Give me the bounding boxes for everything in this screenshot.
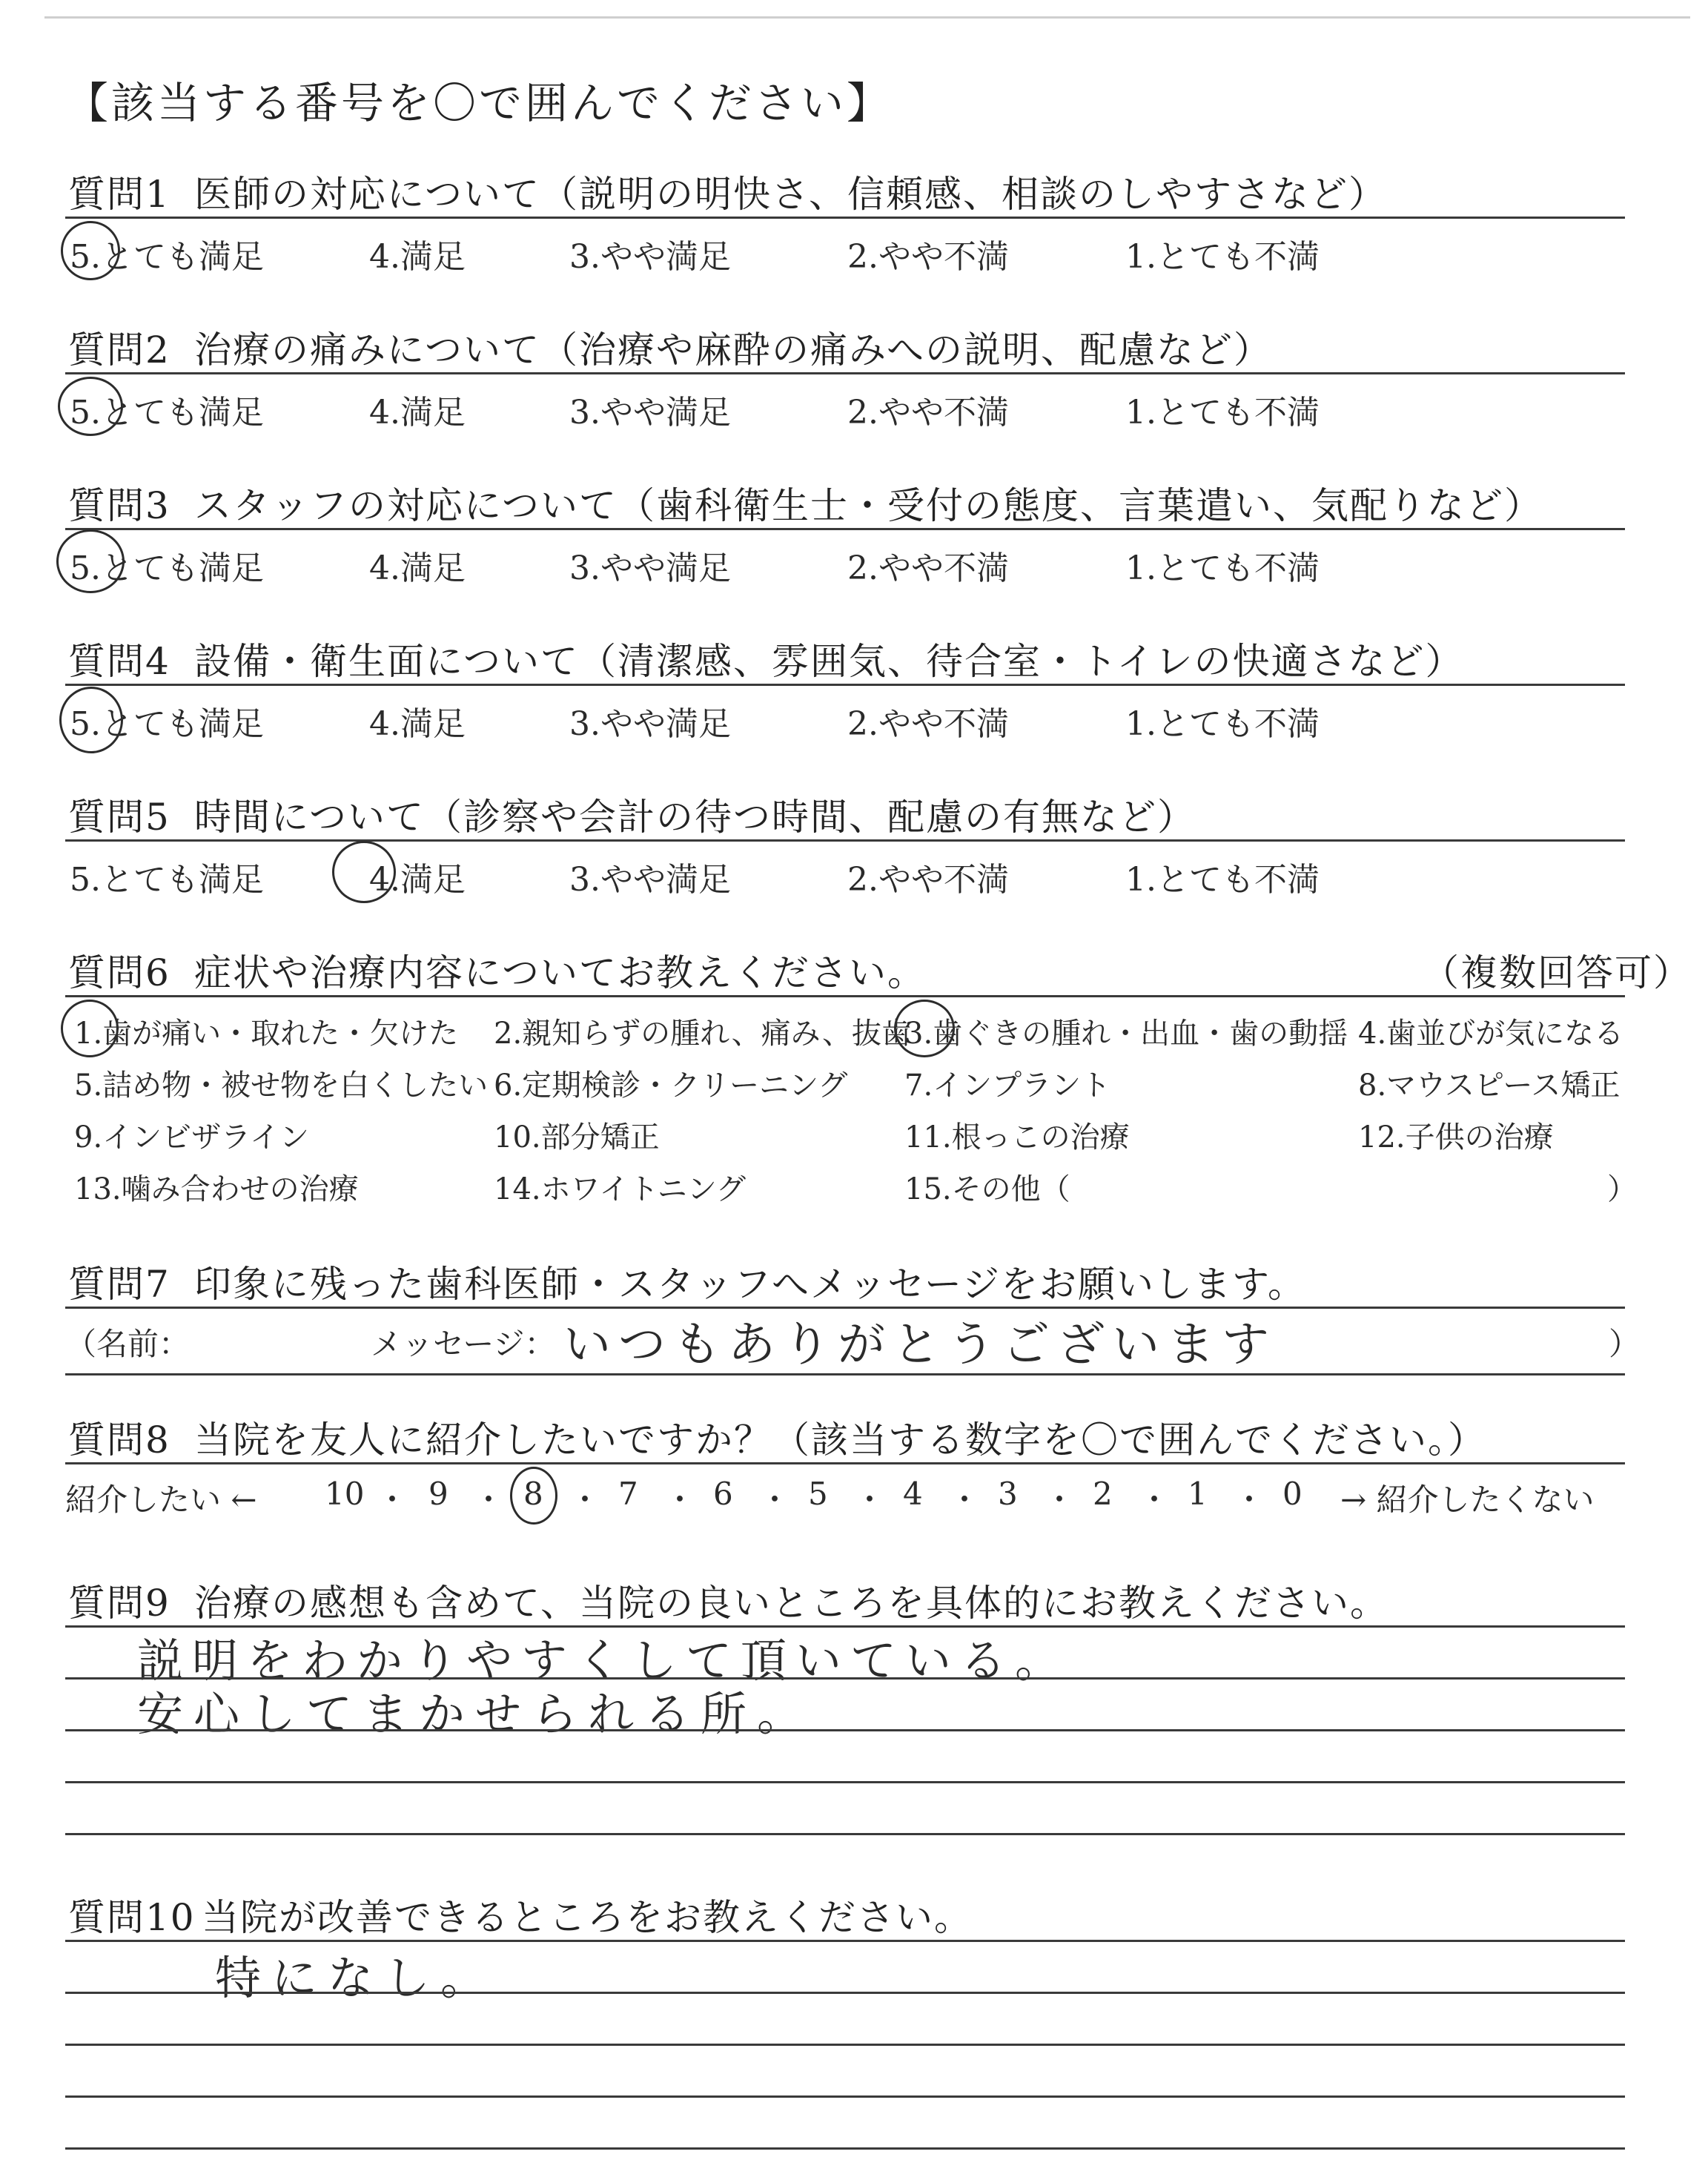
question-number: 質問1	[68, 173, 171, 216]
circled-mark	[59, 687, 123, 753]
rating-options-q2	[65, 386, 1625, 432]
question-rule	[65, 1462, 1625, 1464]
circled-mark	[61, 1000, 119, 1057]
option-5[interactable]: 5.とても満足	[70, 861, 264, 899]
symptom-option[interactable]: 10.部分矯正	[494, 1120, 660, 1155]
question-text: 印象に残った歯科医師・スタッフへメッセージをお願いします。	[194, 1263, 1306, 1306]
handwritten-message[interactable]: いつもありがとうございます	[563, 1318, 1277, 1373]
circled-mark	[58, 377, 123, 436]
question-number: 質問3	[68, 484, 171, 527]
option-3[interactable]: 3.やや満足	[569, 238, 731, 276]
question-7	[68, 1255, 1306, 1308]
question-text: 治療の痛みについて（治療や麻酔の痛みへの説明、配慮など）	[194, 328, 1272, 371]
answer-rule	[65, 1833, 1625, 1835]
question-rule	[65, 995, 1625, 997]
question-number: 質問8	[68, 1418, 171, 1462]
question-rule	[65, 528, 1625, 530]
option-4[interactable]: 4.満足	[369, 549, 466, 587]
option-1[interactable]: 1.とても不満	[1125, 549, 1320, 587]
scale-value[interactable]: 4	[903, 1476, 923, 1512]
question-text: 治療の感想も含めて、当院の良いところを具体的にお教えください。	[194, 1582, 1388, 1625]
symptom-option[interactable]: 5.詰め物・被せ物を白くしたい	[74, 1069, 489, 1103]
circled-mark	[510, 1467, 557, 1525]
option-3[interactable]: 3.やや満足	[569, 861, 731, 899]
scale-value[interactable]: 0	[1282, 1476, 1302, 1512]
option-2[interactable]: 2.やや不満	[847, 394, 1009, 432]
scale-value[interactable]: 1	[1188, 1476, 1208, 1512]
question-1	[68, 165, 1387, 218]
option-1[interactable]: 1.とても不満	[1125, 861, 1320, 899]
symptom-option[interactable]: 8.マウスピース矯正	[1358, 1069, 1621, 1103]
symptom-option[interactable]: 14.ホワイトニング	[494, 1172, 747, 1206]
question-5	[68, 787, 1196, 841]
question-6	[68, 943, 1692, 997]
option-1[interactable]: 1.とても不満	[1125, 238, 1320, 276]
question-number: 質問2	[68, 328, 171, 371]
option-3[interactable]: 3.やや満足	[569, 705, 731, 743]
symptom-option[interactable]: 4.歯並びが気になる	[1358, 1017, 1624, 1051]
option-5[interactable]: 5.とても満足	[70, 238, 264, 276]
scale-dot: ・	[377, 1482, 408, 1518]
symptom-options	[65, 1166, 1637, 1207]
symptom-option[interactable]: 11.根っこの治療	[904, 1120, 1130, 1155]
answer-rule	[65, 1992, 1625, 1994]
question-rule	[65, 684, 1625, 686]
symptom-option[interactable]: 2.親知らずの腫れ、痛み、抜歯	[494, 1017, 911, 1051]
question-number: 質問7	[68, 1263, 171, 1306]
question-9	[68, 1573, 1388, 1627]
symptom-options	[65, 1114, 1625, 1155]
scale-value[interactable]: 10	[325, 1476, 365, 1512]
symptom-options	[65, 1010, 1625, 1051]
option-2[interactable]: 2.やや不満	[847, 861, 1009, 899]
other-close-paren: ）	[1607, 1172, 1637, 1206]
scale-value[interactable]: 7	[618, 1476, 638, 1512]
symptom-option[interactable]: 3.歯ぐきの腫れ・出血・歯の動揺	[904, 1017, 1348, 1051]
option-4[interactable]: 4.満足	[369, 238, 466, 276]
option-1[interactable]: 1.とても不満	[1125, 394, 1320, 432]
symptom-option[interactable]: 7.インプラント	[904, 1069, 1111, 1103]
handwritten-answer-line[interactable]: 安心してまかせられる所。	[137, 1687, 814, 1741]
symptom-option[interactable]: 1.歯が痛い・取れた・欠けた	[74, 1017, 459, 1051]
top-border	[44, 16, 1690, 19]
question-number: 質問9	[68, 1582, 171, 1625]
rating-options-q5	[65, 853, 1625, 899]
question-number: 質問6	[68, 951, 171, 994]
circled-mark	[61, 221, 120, 280]
rating-options-q1	[65, 230, 1625, 276]
symptom-option-other[interactable]: 15.その他（	[904, 1172, 1070, 1206]
option-5[interactable]: 5.とても満足	[70, 394, 264, 432]
option-5[interactable]: 5.とても満足	[70, 705, 264, 743]
question-text: 医師の対応について（説明の明快さ、信頼感、相談のしやすさなど）	[194, 173, 1387, 216]
symptom-option[interactable]: 6.定期検診・クリーニング	[494, 1069, 848, 1103]
question-rule	[65, 839, 1625, 842]
question-number: 質問4	[68, 640, 171, 683]
question-number: 質問5	[68, 796, 171, 839]
question-text: 当院が改善できるところをお教えください。	[202, 1896, 973, 1939]
message-close-paren: ）	[1609, 1326, 1641, 1362]
question-2	[68, 320, 1272, 374]
option-5[interactable]: 5.とても満足	[70, 549, 264, 587]
option-3[interactable]: 3.やや満足	[569, 549, 731, 587]
symptom-option[interactable]: 9.インビザライン	[74, 1120, 309, 1155]
scale-value[interactable]: 9	[428, 1476, 448, 1512]
option-4[interactable]: 4.満足	[369, 705, 466, 743]
handwritten-answer-line[interactable]: 特になし。	[215, 1951, 497, 2005]
message-label: メッセージ：	[371, 1326, 556, 1362]
question-text: 症状や治療内容についてお教えください。	[194, 951, 926, 994]
symptom-option[interactable]: 13.噛み合わせの治療	[74, 1172, 359, 1206]
scale-dot: ・	[473, 1482, 505, 1518]
circled-mark	[332, 841, 396, 903]
scale-right-label: → 紹介したくない	[1340, 1482, 1595, 1518]
option-1[interactable]: 1.とても不満	[1125, 705, 1320, 743]
option-2[interactable]: 2.やや不満	[847, 238, 1009, 276]
scale-dot: ・	[759, 1482, 791, 1518]
scale-dot: ・	[949, 1482, 981, 1518]
scale-dot: ・	[1044, 1482, 1076, 1518]
question-text: スタッフの対応について（歯科衛生士・受付の態度、言葉遣い、気配りなど）	[194, 484, 1543, 527]
option-2[interactable]: 2.やや不満	[847, 705, 1009, 743]
answer-rule	[65, 2044, 1625, 2046]
question-text: 当院を友人に紹介したいですか？（該当する数字を〇で囲んでください。）	[194, 1418, 1486, 1462]
question-8	[68, 1410, 1486, 1464]
symptom-options	[65, 1062, 1625, 1103]
scale-value[interactable]: 5	[808, 1476, 828, 1512]
scale-value[interactable]: 8	[523, 1476, 543, 1512]
scale-dot: ・	[1139, 1482, 1171, 1518]
answer-rule	[65, 1781, 1625, 1783]
question-3	[68, 476, 1543, 529]
circled-mark	[894, 1000, 955, 1057]
question-number: 質問10	[68, 1896, 196, 1939]
scale-dot: ・	[854, 1482, 886, 1518]
scale-dot: ・	[664, 1482, 696, 1518]
option-3[interactable]: 3.やや満足	[569, 394, 731, 432]
answer-rule	[65, 2095, 1625, 2098]
option-4[interactable]: 4.満足	[369, 394, 466, 432]
scale-value[interactable]: 3	[998, 1476, 1018, 1512]
option-2[interactable]: 2.やや不満	[847, 549, 1009, 587]
name-label: （名前：	[65, 1326, 191, 1362]
scale-left-label: 紹介したい ←	[65, 1482, 257, 1518]
rating-options-q4	[65, 697, 1625, 743]
answer-rule	[65, 1729, 1625, 1731]
question-rule	[65, 217, 1625, 219]
rating-options-q3	[65, 541, 1625, 587]
answer-rule	[65, 1373, 1625, 1375]
option-4[interactable]: 4.満足	[369, 861, 466, 899]
question-text: 設備・衛生面について（清潔感、雰囲気、待合室・トイレの快適さなど）	[194, 640, 1464, 683]
form-header: 【該当する番号を〇で囲んでください】	[65, 78, 893, 128]
question-rule	[65, 372, 1625, 374]
scale-value[interactable]: 6	[713, 1476, 733, 1512]
multiple-answer-note: （複数回答可）	[1422, 951, 1692, 994]
scale-dot: ・	[569, 1482, 601, 1518]
question-10	[68, 1888, 973, 1941]
scale-dot: ・	[1234, 1482, 1265, 1518]
question-4	[68, 632, 1464, 685]
answer-rule	[65, 2147, 1625, 2150]
handwritten-answer-line[interactable]: 説明をわかりやすくして頂いている。	[137, 1634, 1070, 1688]
scale-value[interactable]: 2	[1093, 1476, 1113, 1512]
circled-mark	[56, 529, 125, 593]
symptom-option[interactable]: 12.子供の治療	[1358, 1120, 1554, 1155]
question-text: 時間について（診察や会計の待つ時間、配慮の有無など）	[194, 796, 1196, 839]
